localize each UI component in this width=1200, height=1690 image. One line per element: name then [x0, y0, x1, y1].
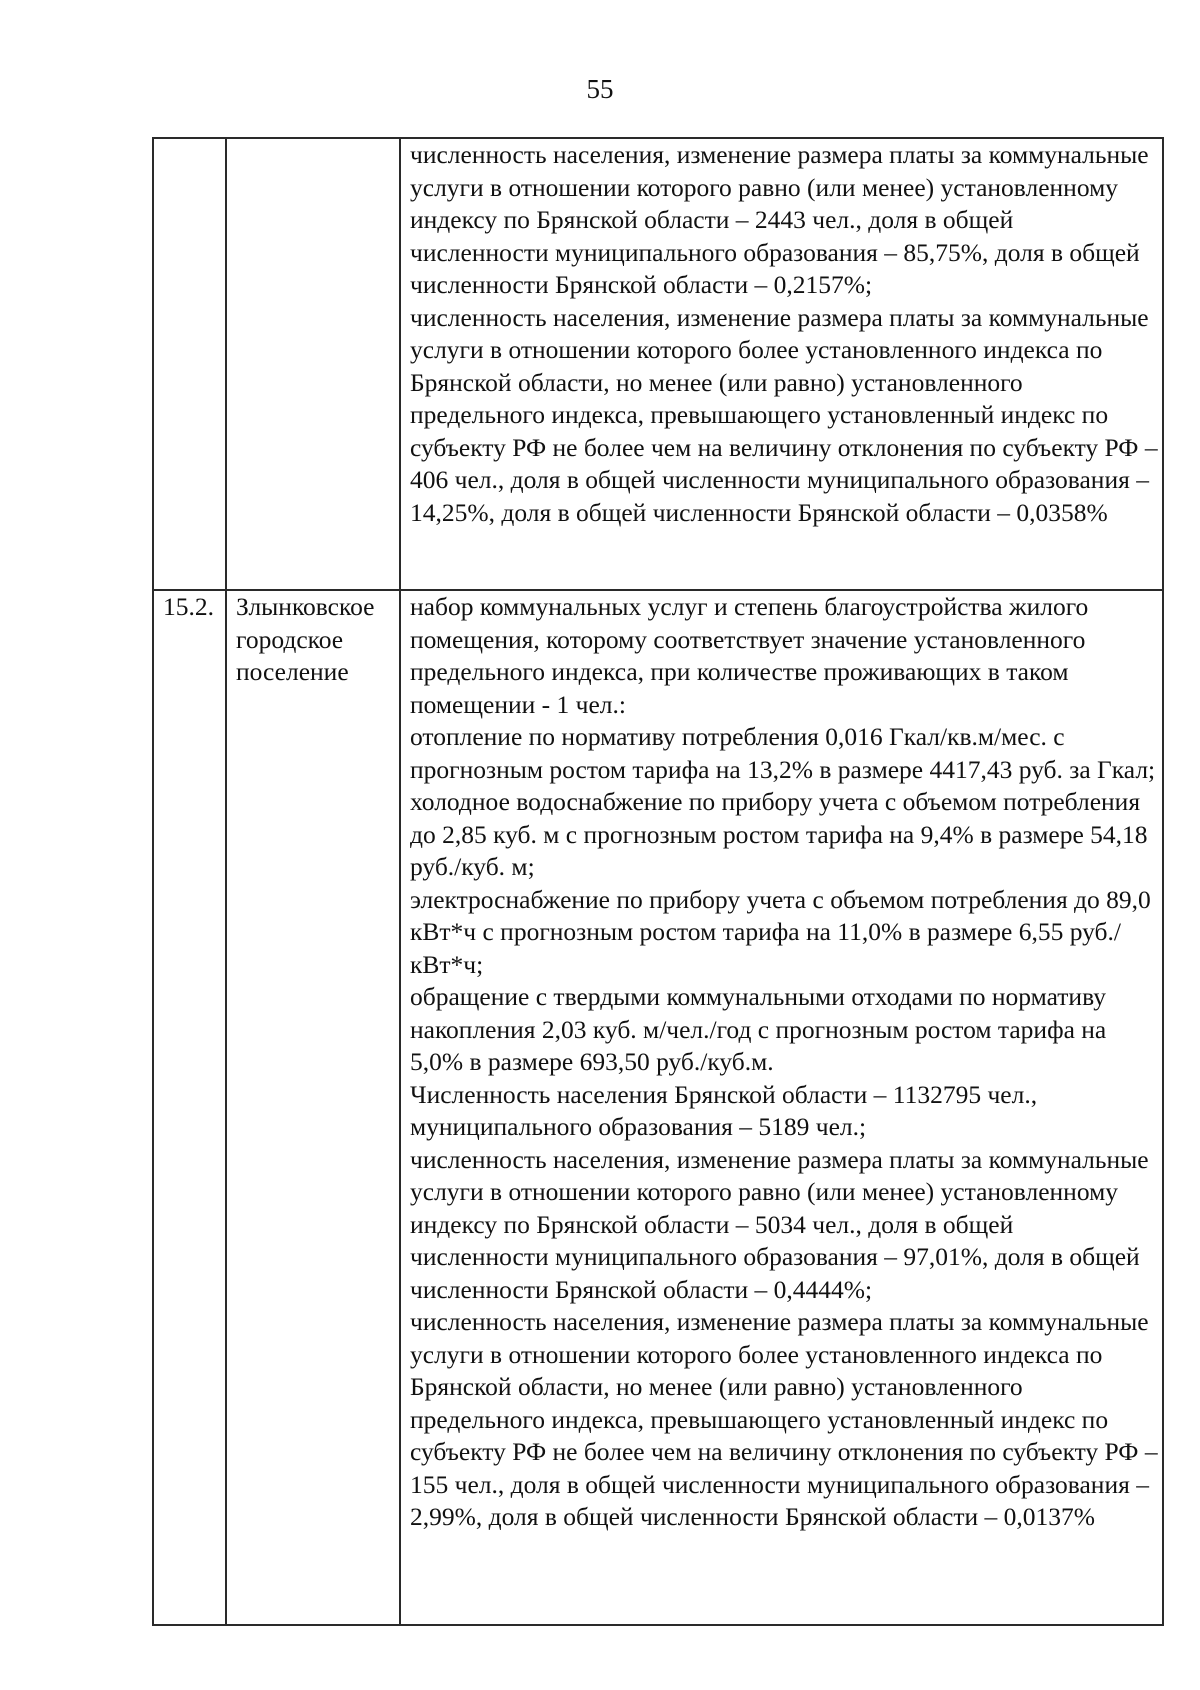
tariff-table: [152, 137, 1164, 1626]
row-number-cell: [153, 138, 226, 590]
paragraph: численность населения, изменение размера платы за коммунальные услуги в отношении которого равно (или менее) установленному индексу по Брянской области – 2443 чел., доля в общей численности муниципального образования – 85,75%, доля в общей численности Брянской области – 0,2157%;: [410, 140, 1149, 299]
table-row: [153, 138, 1163, 590]
municipality-name-cell: [226, 138, 400, 590]
paragraph: холодное водоснабжение по прибору учета с объемом потребления до 2,85 куб. м с прогнозным ростом тарифа на 9,4% в размере 54,18 руб./куб. м;: [410, 787, 1148, 881]
table-row: [153, 590, 1163, 1625]
paragraph: электроснабжение по прибору учета с объемом потребления до 89,0 кВт*ч с прогнозным ростом тарифа на 11,0% в размере 6,55 руб./кВт*ч;: [410, 884, 1151, 979]
paragraph: набор коммунальных услуг и степень благоустройства жилого помещения, которому соответствует значение установленного предельного индекса, при количестве проживающих в таком помещении - 1 чел.:: [410, 592, 1089, 719]
paragraph: численность населения, изменение размера платы за коммунальные услуги в отношении которого более установленного индекса по Брянской области, но менее (или равно) установленного предельного индекса, превышающего установленный индекс по субъекту РФ не более чем на величину отклонения по субъекту РФ – 155 чел., доля в общей численности муниципального образования – 2,99%, доля в общей численности Брянской области – 0,0137%: [410, 1307, 1158, 1531]
paragraph: Численность населения Брянской области – 1132795 чел., муниципального образования – 5189 чел.;: [410, 1079, 1038, 1141]
paragraph: отопление по нормативу потребления 0,016 Гкал/кв.м/мес. с прогнозным ростом тарифа на 13,2% в размере 4417,43 руб. за Гкал;: [410, 722, 1156, 784]
description-cell: [400, 138, 1163, 590]
row-number-cell: 15.2.: [153, 590, 226, 1625]
municipality-name-cell: Злынковское городское поселение: [226, 590, 400, 1625]
page-number: 55: [586, 74, 614, 104]
paragraph: численность населения, изменение размера платы за коммунальные услуги в отношении которого равно (или менее) установленному индексу по Брянской области – 5034 чел., доля в общей численности муниципального образования – 97,01%, доля в общей численности Брянской области – 0,4444%;: [410, 1144, 1149, 1304]
paragraph: обращение с твердыми коммунальными отходами по нормативу накопления 2,03 куб. м/чел./год с прогнозным ростом тарифа на 5,0% в размере 693,50 руб./куб.м.: [410, 982, 1107, 1076]
description-cell: [400, 590, 1163, 1625]
paragraph: численность населения, изменение размера платы за коммунальные услуги в отношении которого более установленного индекса по Брянской области, но менее (или равно) установленного предельного индекса, превышающего установленный индекс по субъекту РФ не более чем на величину отклонения по субъекту РФ – 406 чел., доля в общей численности муниципального образования – 14,25%, доля в общей численности Брянской области – 0,0358%: [410, 302, 1158, 527]
